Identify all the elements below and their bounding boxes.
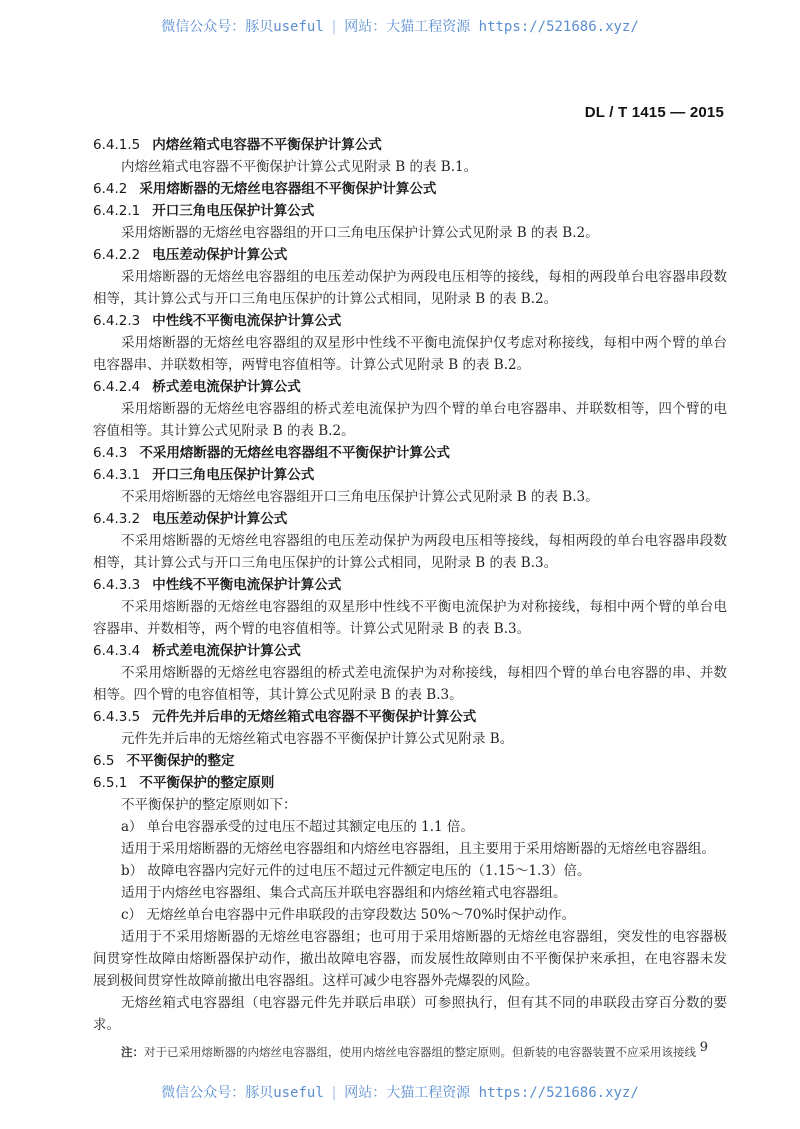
section-number: 6.4.3.5 — [93, 709, 141, 725]
section-title: 桥式差电流保护计算公式 — [152, 643, 301, 659]
paragraph: 元件先并后串的无熔丝箱式电容器不平衡保护计算公式见附录 B。 — [121, 731, 514, 747]
section-number: 6.4.2 — [93, 181, 128, 197]
paragraph: 不采用熔断器的无熔丝电容器组开口三角电压保护计算公式见附录 B 的表 B.3。 — [121, 489, 599, 505]
paragraph: 采用熔断器的无熔丝电容器组的电压差动保护为两段电压相等的接线，每相的两段单台电容器串段数相等，其计算公式与开口三角电压保护的计算公式相同，见附录 B 的表 B.2。 — [93, 269, 727, 307]
note-label: 注： — [121, 1045, 144, 1059]
section-heading — [93, 464, 727, 486]
section-number: 6.5.1 — [93, 775, 128, 791]
section-heading — [93, 508, 727, 530]
page-number: 9 — [699, 1040, 708, 1055]
paragraph: 适用于采用熔断器的无熔丝电容器组和内熔丝电容器组，且主要用于采用熔断器的无熔丝电容器组。 — [121, 841, 715, 857]
note — [93, 1042, 727, 1062]
section-title: 开口三角电压保护计算公式 — [152, 203, 315, 219]
section-number: 6.4.3.2 — [93, 511, 141, 527]
paragraph: 无熔丝箱式电容器组（电容器元件先并联后串联）可参照执行，但有其不同的串联段击穿百分数的要求。 — [93, 995, 727, 1033]
section-heading — [93, 750, 727, 772]
section-heading — [93, 200, 727, 222]
section-title: 开口三角电压保护计算公式 — [152, 467, 315, 483]
paragraph: 采用熔断器的无熔丝电容器组的桥式差电流保护为四个臂的单台电容器串、并联数相等，四个臂的电容值相等。其计算公式见附录 B 的表 B.2。 — [93, 401, 727, 439]
note-text: 对于已采用熔断器的内熔丝电容器组，使用内熔丝电容器组的整定原则。但新装的电容器装置不应采用该接线 — [144, 1045, 696, 1059]
section-heading — [93, 178, 727, 200]
section-title: 中性线不平衡电流保护计算公式 — [152, 577, 342, 593]
paragraph: a） 单台电容器承受的过电压不超过其额定电压的 1.1 倍。 — [121, 819, 474, 835]
section-number: 6.5 — [93, 753, 115, 769]
section-title: 电压差动保护计算公式 — [152, 511, 288, 527]
paragraph: 适用于内熔丝电容器组、集合式高压并联电容器组和内熔丝箱式电容器组。 — [121, 885, 567, 901]
section-title: 内熔丝箱式电容器不平衡保护计算公式 — [152, 137, 382, 153]
section-heading — [93, 442, 727, 464]
paragraph: 适用于不采用熔断器的无熔丝电容器组；也可用于采用熔断器的无熔丝电容器组，突发性的电容器极间贯穿性故障由熔断器保护动作，撤出故障电容器，而发展性故障则由不平衡保护来承担，在电容器未发展到极间贯穿性故障前撤出电容器组。这样可减少电容器外壳爆裂的风险。 — [93, 929, 727, 989]
document-body — [93, 134, 727, 1062]
paragraph: 不采用熔断器的无熔丝电容器组的电压差动保护为两段电压相等接线，每相两段的单台电容器串段数相等，其计算公式与开口三角电压保护的计算公式相同，见附录 B 的表 B.3。 — [93, 533, 727, 571]
section-number: 6.4.1.5 — [93, 137, 141, 153]
section-heading — [93, 706, 727, 728]
section-number: 6.4.3.4 — [93, 643, 141, 659]
section-title: 不平衡保护的整定 — [126, 753, 235, 769]
paragraph: 采用熔断器的无熔丝电容器组的开口三角电压保护计算公式见附录 B 的表 B.2。 — [121, 225, 599, 241]
section-heading — [93, 640, 727, 662]
section-title: 中性线不平衡电流保护计算公式 — [152, 313, 342, 329]
section-number: 6.4.2.2 — [93, 247, 141, 263]
section-heading — [93, 772, 727, 794]
watermark-wechat: 微信公众号：豚贝useful — [161, 19, 324, 35]
section-title: 桥式差电流保护计算公式 — [152, 379, 301, 395]
section-heading — [93, 310, 727, 332]
section-title: 电压差动保护计算公式 — [152, 247, 288, 263]
paragraph: 内熔丝箱式电容器不平衡保护计算公式见附录 B 的表 B.1。 — [121, 159, 478, 175]
watermark-separator: | — [329, 1085, 339, 1101]
watermark-bottom — [0, 1082, 800, 1102]
paragraph: 不采用熔断器的无熔丝电容器组的双星形中性线不平衡电流保护为对称接线，每相中两个臂的单台电容器串、并数相等，两个臂的电容值相等。计算公式见附录 B 的表 B.3。 — [93, 599, 727, 637]
paragraph: 不平衡保护的整定原则如下： — [121, 797, 297, 813]
section-title: 不平衡保护的整定原则 — [139, 775, 275, 791]
section-title: 不采用熔断器的无熔丝电容器组不平衡保护计算公式 — [139, 445, 450, 461]
section-title: 元件先并后串的无熔丝箱式电容器不平衡保护计算公式 — [152, 709, 477, 725]
paragraph: c） 无熔丝单台电容器中元件串联段的击穿段数达 50%～70%时保护动作。 — [121, 907, 576, 923]
watermark-website: 网站：大猫工程资源 https://521686.xyz/ — [344, 19, 639, 35]
section-number: 6.4.3.1 — [93, 467, 141, 483]
paragraph: 不采用熔断器的无熔丝电容器组的桥式差电流保护为对称接线，每相四个臂的单台电容器的串、并数相等。四个臂的电容值相等，其计算公式见附录 B 的表 B.3。 — [93, 665, 727, 703]
section-heading — [93, 574, 727, 596]
paragraph: 采用熔断器的无熔丝电容器组的双星形中性线不平衡电流保护仅考虑对称接线，每相中两个臂的单台电容器串、并联数相等，两臂电容值相等。计算公式见附录 B 的表 B.2。 — [93, 335, 727, 373]
section-number: 6.4.2.3 — [93, 313, 141, 329]
watermark-separator: | — [329, 19, 339, 35]
watermark-top — [0, 16, 800, 36]
section-number: 6.4.3.3 — [93, 577, 141, 593]
section-heading — [93, 376, 727, 398]
section-number: 6.4.3 — [93, 445, 128, 461]
section-heading — [93, 134, 727, 156]
paragraph: b） 故障电容器内完好元件的过电压不超过元件额定电压的（1.15～1.3）倍。 — [121, 863, 591, 879]
section-title: 采用熔断器的无熔丝电容器组不平衡保护计算公式 — [139, 181, 437, 197]
standard-code: DL / T 1415 — 2015 — [584, 104, 724, 121]
section-heading — [93, 244, 727, 266]
watermark-wechat: 微信公众号：豚贝useful — [161, 1085, 324, 1101]
watermark-website: 网站：大猫工程资源 https://521686.xyz/ — [344, 1085, 639, 1101]
section-number: 6.4.2.1 — [93, 203, 141, 219]
section-number: 6.4.2.4 — [93, 379, 141, 395]
